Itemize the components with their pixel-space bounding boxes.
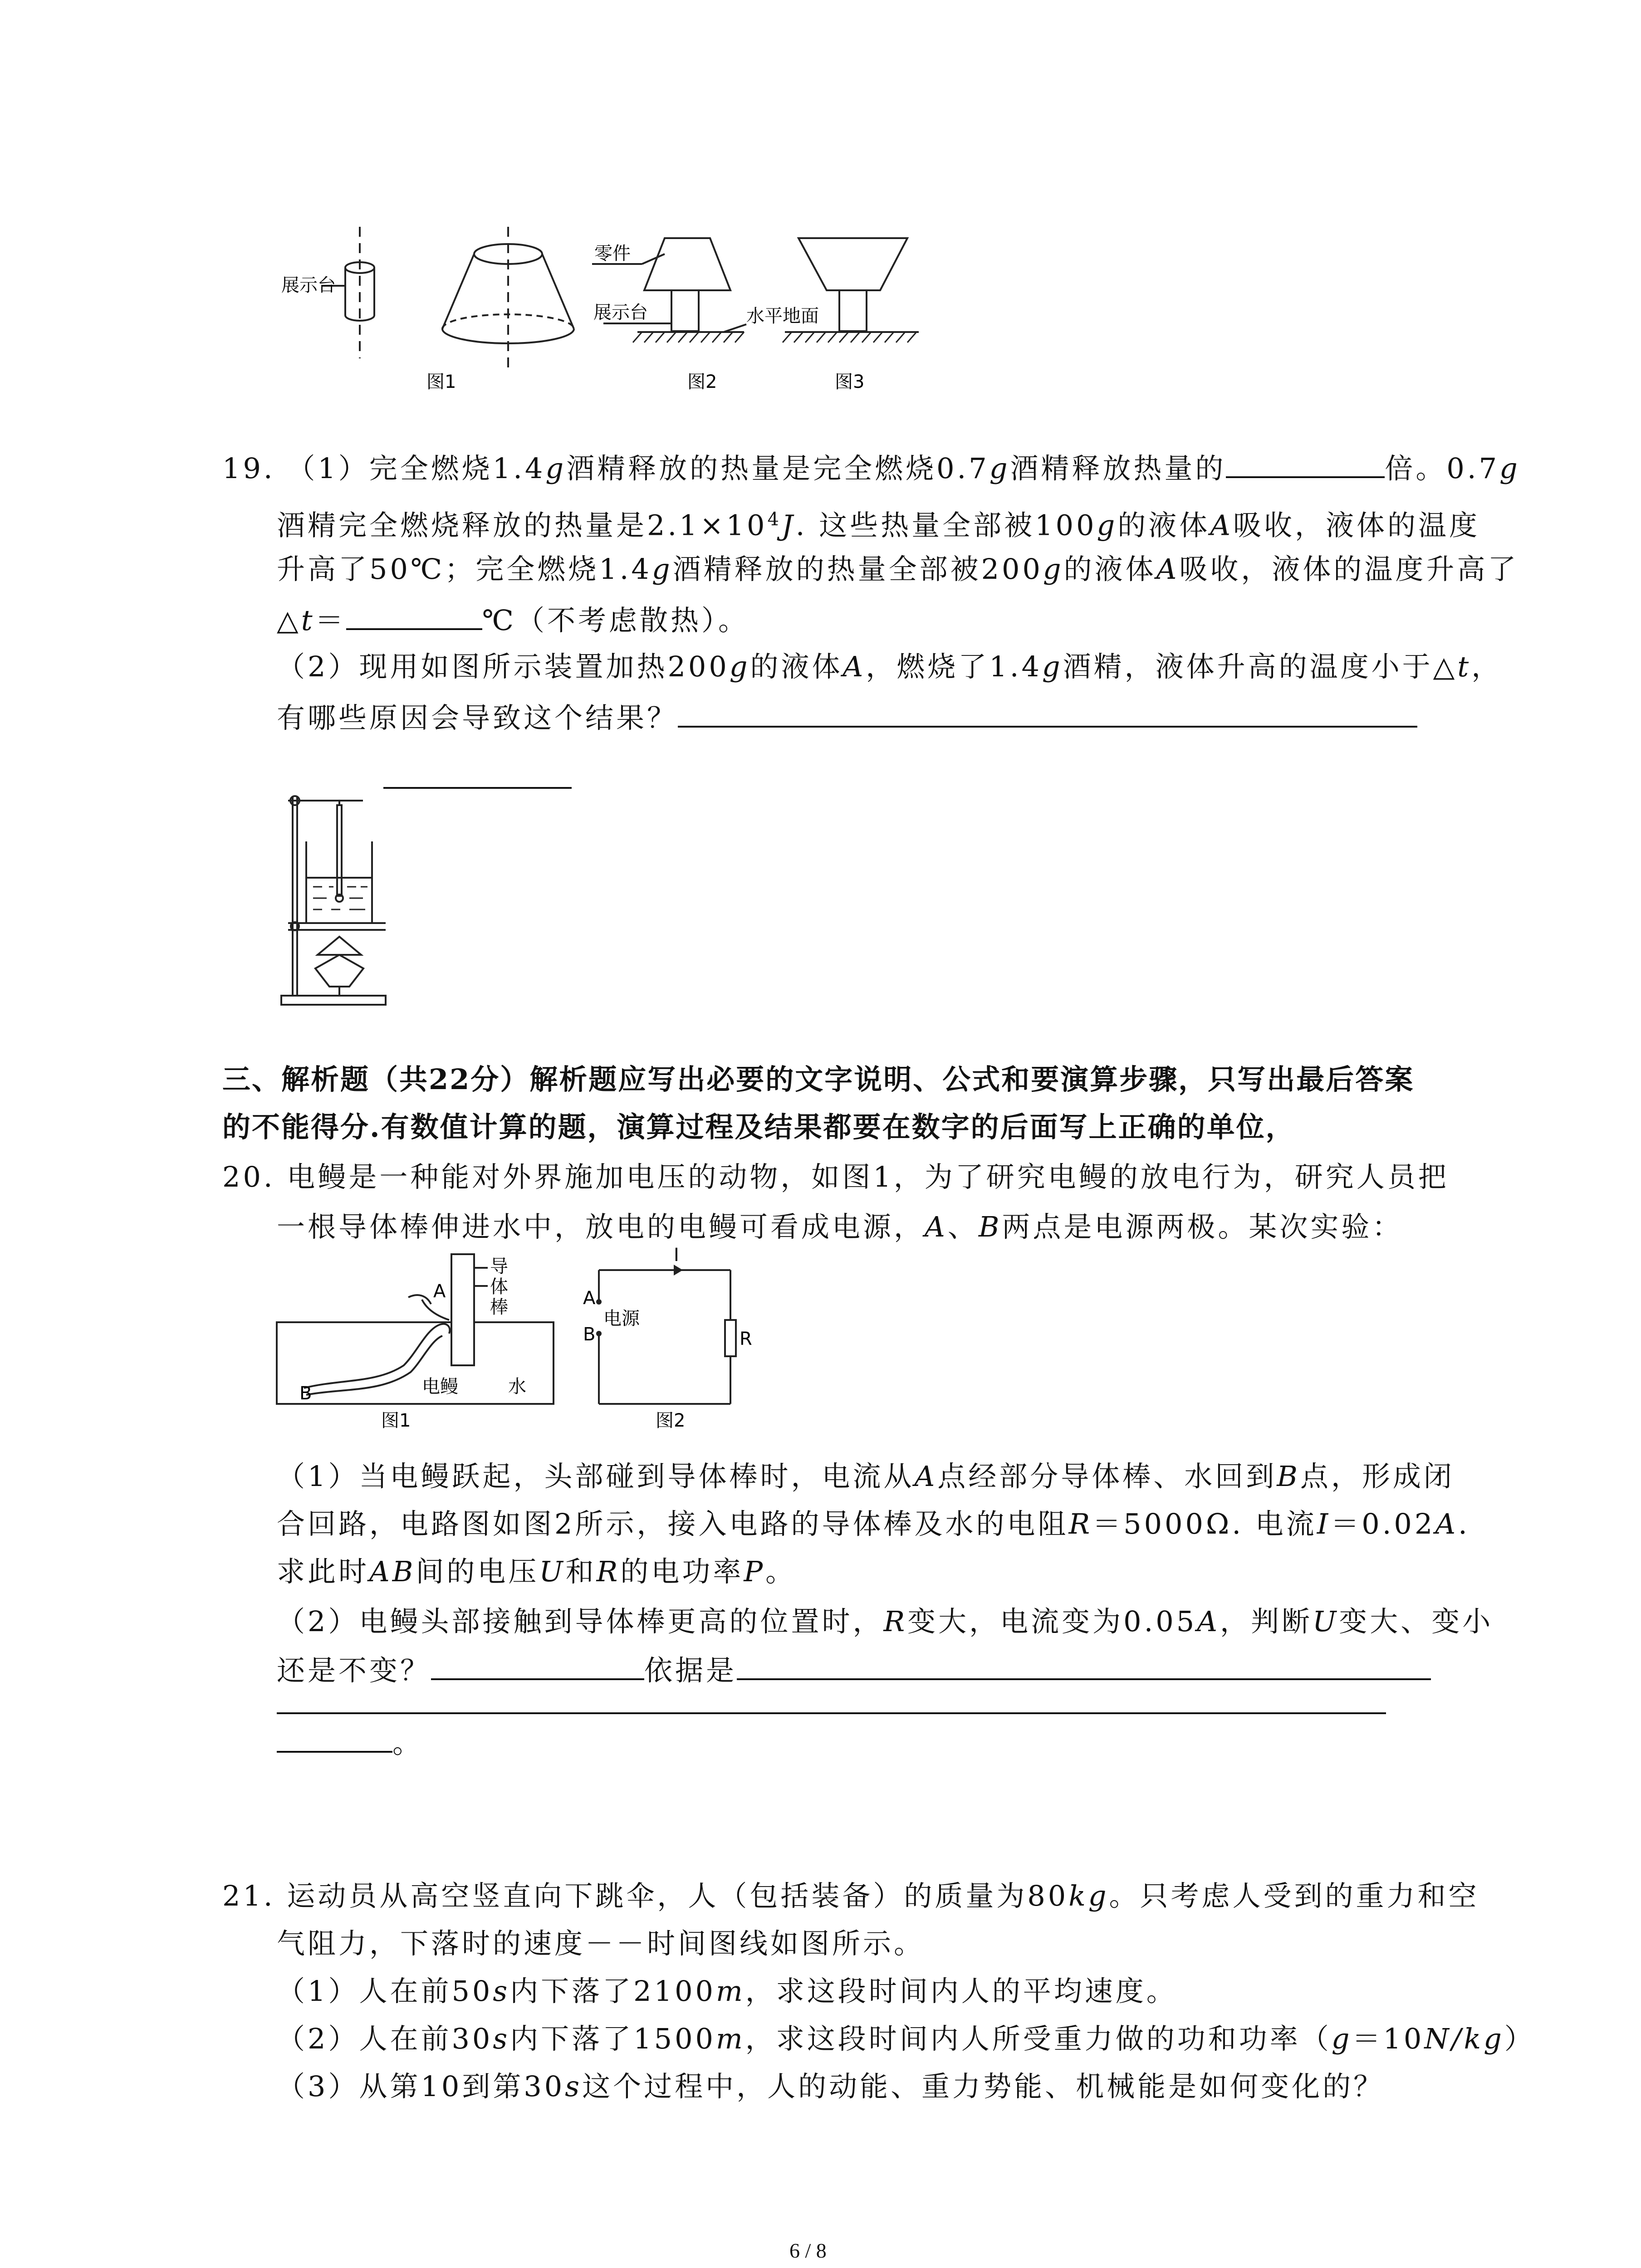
q19-line-6: 有哪些原因会导致这个结果？	[277, 699, 1417, 736]
q19-line-1: 19. （1）完全燃烧1.4g酒精释放的热量是完全燃烧0.7g酒精释放热量的 倍。0.7g	[222, 449, 1520, 487]
q20-basis-line-3: 。	[277, 1724, 413, 1769]
q20-number: 20.	[222, 1160, 275, 1193]
label-display-stand-2: 展示台	[593, 302, 648, 323]
q20-line-2: 一根导体棒伸进水中，放电的电鳗可看成电源，A、B两点是电源两极。某次实验：	[277, 1210, 1403, 1243]
q20-part2-line-2: 还是不变？ 依据是	[277, 1651, 1431, 1689]
q19-line-4: △t＝ ℃（不考虑散热）。	[277, 601, 749, 639]
q21-line-5: （3）从第10到第30s这个过程中，人的动能、重力势能、机械能是如何变化的？	[277, 2070, 1385, 2103]
label-rod-3: 棒	[490, 1297, 508, 1318]
answer-blank-ratio[interactable]	[1226, 449, 1385, 478]
q19-number: 19.	[222, 452, 275, 485]
caption-fig2-circuit: 图2	[656, 1410, 686, 1431]
label-eel: 电鳗	[422, 1376, 458, 1397]
label-rod-1: 导	[490, 1256, 508, 1277]
answer-blank-basis[interactable]	[737, 1651, 1431, 1680]
q21-line-2: 气阻力，下落时的速度－－时间图线如图所示。	[277, 1927, 925, 1960]
page-number: 6 / 8	[789, 2239, 827, 2262]
caption-fig3: 图3	[835, 371, 865, 392]
answer-blank-delta-t[interactable]	[346, 601, 482, 630]
caption-fig1-eel: 图1	[381, 1410, 411, 1431]
q21-number: 21.	[222, 1879, 275, 1912]
label-part: 零件	[594, 243, 631, 264]
answer-blank-basis-line-2[interactable]	[277, 1712, 1386, 1714]
q20-part1-line-1: （1）当电鳗跃起，头部碰到导体棒时，电流从A点经部分导体棒、水回到B点，形成闭	[277, 1460, 1455, 1493]
caption-fig2: 图2	[687, 371, 717, 392]
q19-line-2: 酒精完全燃烧释放的热量是$2.1\times 10^4J$. 这些热量全部被100g的液体A吸收，液体的温度	[277, 508, 1480, 542]
q21-line-1: 21. 运动员从高空竖直向下跳伞，人（包括装备）的质量为80kg。只考虑人受到的重力和空	[222, 1879, 1479, 1912]
label-current-i: I	[674, 1245, 679, 1266]
section-3-line-2: 的不能得分.有数值计算的题，演算过程及结果都要在数字的后面写上正确的单位，	[222, 1110, 1295, 1144]
q21-line-4: （2）人在前30s内下落了1500m，求这段时间内人所受重力做的功和功率（g＝10N/kg）	[277, 2022, 1535, 2055]
q19-line-3: 升高了50℃；完全燃烧1.4g酒精释放的热量全部被200g的液体A吸收，液体的温度升高了	[277, 552, 1519, 586]
caption-fig1: 图1	[426, 371, 456, 392]
label-display-stand: 展示台	[281, 275, 336, 296]
label-circuit-a: A	[583, 1288, 596, 1309]
answer-blank-u-change[interactable]	[431, 1651, 644, 1680]
q20-part2-line-1: （2）电鳗头部接触到导体棒更高的位置时，R变大，电流变为0.05A，判断U变大、变小	[277, 1605, 1494, 1638]
label-water: 水	[508, 1376, 526, 1397]
eel-circuit-figure	[272, 1243, 771, 1433]
label-circuit-b: B	[583, 1324, 596, 1345]
q20-part1-line-3: 求此时AB间的电压U和R的电功率P。	[277, 1555, 797, 1588]
q20-line-1: 20. 电鳗是一种能对外界施加电压的动物，如图1，为了研究电鳗的放电行为，研究人员把	[222, 1160, 1449, 1193]
q20-part1-line-2: 合回路，电路图如图2所示，接入电路的导体棒及水的电阻R＝5000Ω. 电流I＝0.02A.	[277, 1507, 1470, 1540]
section-3-line-1: 三、解析题（共22分）解析题应写出必要的文字说明、公式和要演算步骤，只写出最后答案	[222, 1063, 1415, 1096]
label-resistor-r: R	[740, 1329, 752, 1349]
label-ground: 水平地面	[746, 306, 819, 327]
label-rod-2: 体	[490, 1276, 508, 1297]
answer-blank-reason-cont[interactable]	[383, 787, 572, 789]
label-source: 电源	[603, 1308, 640, 1329]
q21-line-3: （1）人在前50s内下落了2100m，求这段时间内人的平均速度。	[277, 1975, 1177, 2008]
heating-apparatus-figure	[272, 787, 390, 1014]
label-point-b: B	[299, 1383, 312, 1404]
answer-blank-basis-end[interactable]	[277, 1724, 392, 1753]
answer-blank-reason[interactable]	[678, 699, 1417, 728]
label-point-a: A	[433, 1281, 446, 1302]
figure-display-stand	[254, 213, 980, 404]
q19-line-5: （2）现用如图所示装置加热200g的液体A，燃烧了1.4g酒精，液体升高的温度小于△t，	[277, 650, 1503, 683]
